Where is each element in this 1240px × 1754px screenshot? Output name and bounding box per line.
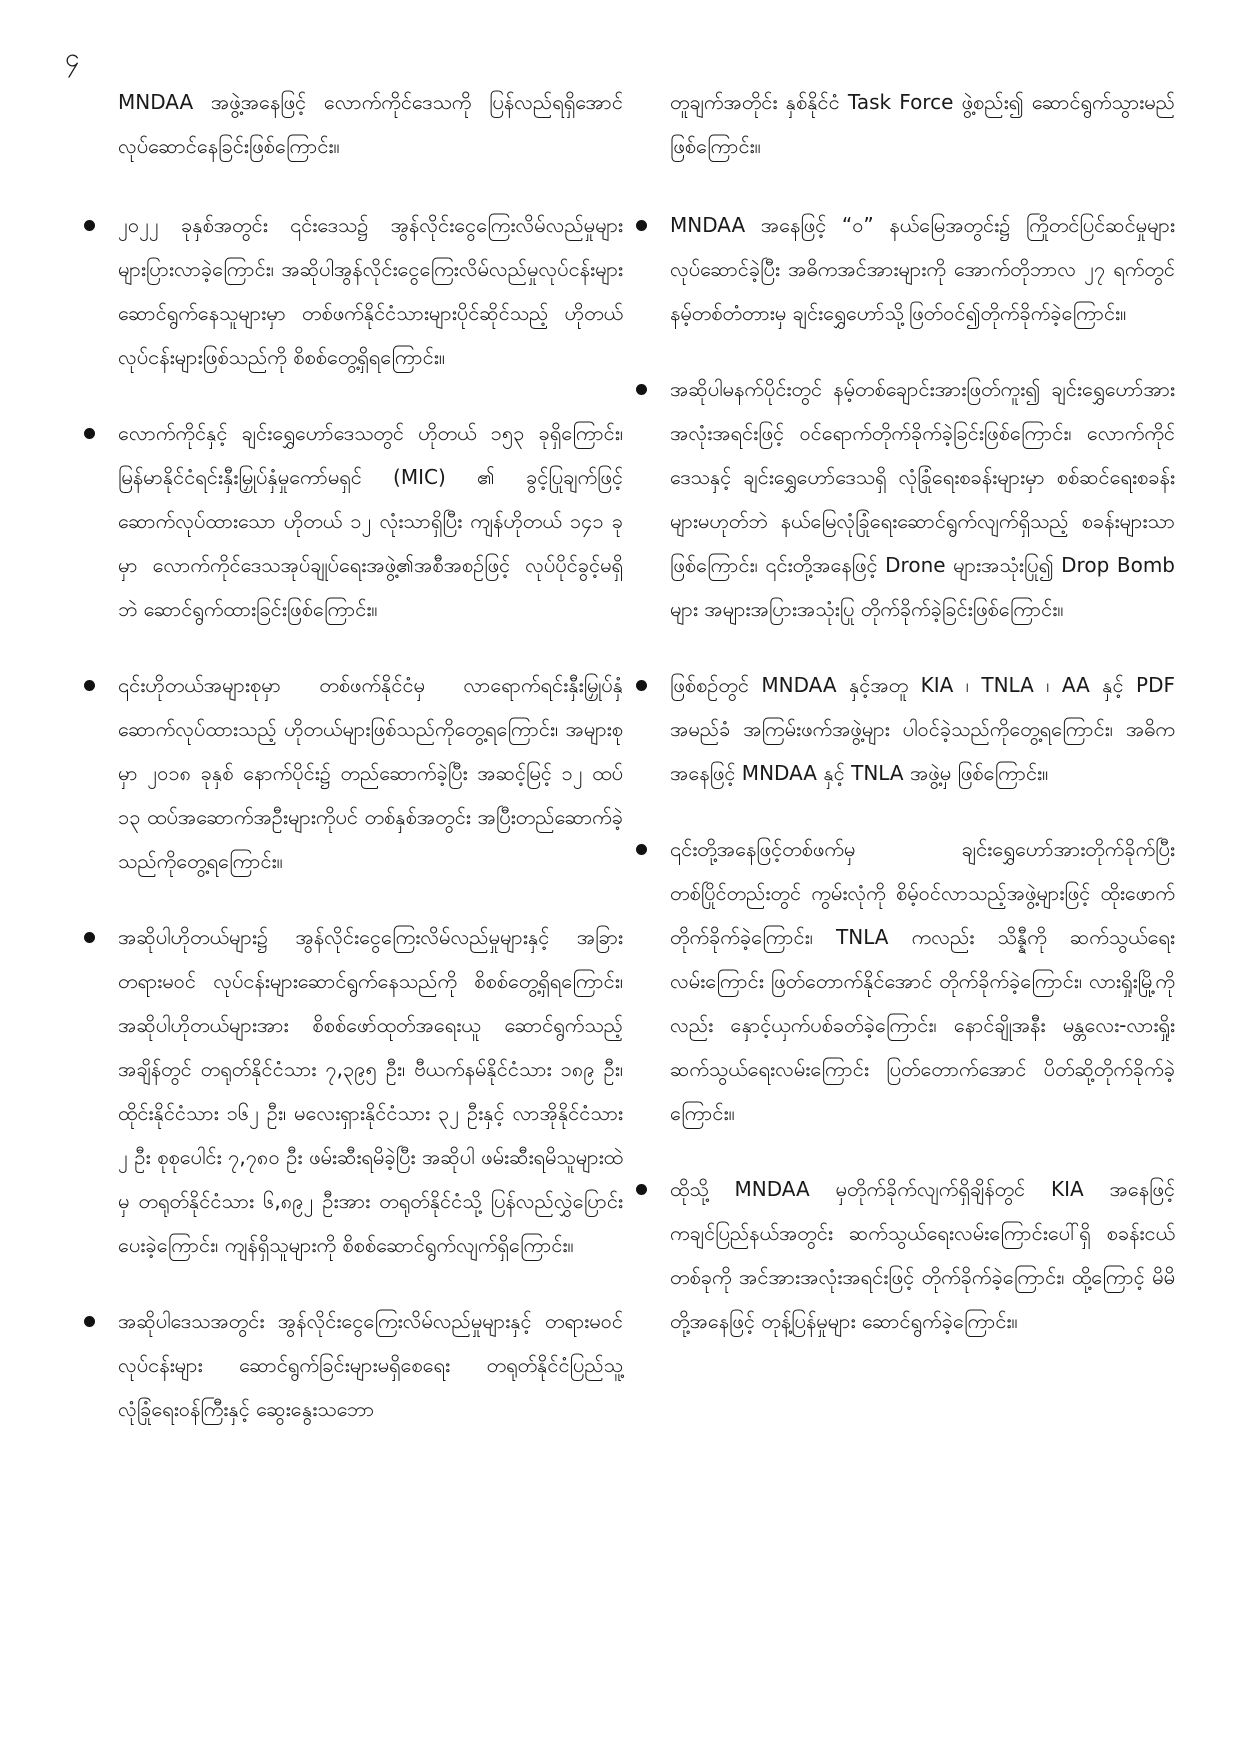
bullet-icon: [636, 844, 647, 855]
bullet-item: [670, 367, 1175, 631]
bullet-item: [118, 1299, 623, 1431]
bullet-item: [118, 663, 623, 883]
bullet-text: အဆိုပါဒေသအတွင်း အွန်လိုင်းငွေကြေးလိမ်လည်မှုများနှင့် တရားမဝင်လုပ်ငန်းများ ဆောင်ရွက်ခြင်းများမရှိစေရေး တရုတ်နိုင်ငံပြည်သူ့လုံခြုံရေးဝန်ကြီးနှင့် ဆွေးနွေးသဘော: [118, 1309, 623, 1421]
bullet-text: ထိုသို့ MNDAA မှတိုက်ခိုက်လျက်ရှိချိန်တွင် KIA အနေဖြင့် ကချင်ပြည်နယ်အတွင်း ဆက်သွယ်ရေးလမ်းကြောင်းပေါ်ရှိ စခန်းငယ်တစ်ခုကို အင်အားအလုံးအရင်းဖြင့် တိုက်ခိုက်ခဲ့ကြောင်း၊ ထို့ကြောင့် မိမိတို့အနေဖြင့် တုန့်ပြန်မှုများ ဆောင်ရွက်ခဲ့ကြောင်း။: [670, 1177, 1175, 1333]
bullet-icon: [636, 220, 647, 231]
bullet-item: [670, 827, 1175, 1135]
bullet-icon: [84, 220, 95, 231]
right-column: [670, 80, 1175, 1375]
continuation-paragraph: တူချက်အတိုင်း နှစ်နိုင်ငံ Task Force ဖွဲ့စည်း၍ ဆောင်ရွက်သွားမည်ဖြစ်ကြောင်း။: [670, 90, 1175, 158]
bullet-icon: [84, 932, 95, 943]
bullet-text: အဆိုပါဟိုတယ်များ၌ အွန်လိုင်းငွေကြေးလိမ်လည်မှုများနှင့် အခြားတရားမဝင် လုပ်ငန်းများဆောင်ရွက်နေသည်ကို စိစစ်တွေ့ရှိရကြောင်း၊ အဆိုပါဟိုတယ်များအား စိစစ်ဖော်ထုတ်အရေးယူ ဆောင်ရွက်သည့်အချိန်တွင် တရုတ်နိုင်ငံသား ၇,၃၉၅ ဦး၊ ဗီယက်နမ်နိုင်ငံသား ၁၈၉ ဦး၊ ထိုင်းနိုင်ငံသား ၁၆၂ ဦး၊ မလေးရှားနိုင်ငံသား ၃၂ ဦးနှင့် လာအိုနိုင်ငံသား ၂ ဦး စုစုပေါင်း ၇,၇၈၀ ဦး ဖမ်းဆီးရမိခဲ့ပြီး အဆိုပါ ဖမ်းဆီးရမိသူများထဲမှ တရုတ်နိုင်ငံသား ၆,၈၉၂ ဦးအား တရုတ်နိုင်ငံသို့ ပြန်လည်လွှဲပြောင်းပေးခဲ့ကြောင်း၊ ကျန်ရှိသူများကို စိစစ်ဆောင်ရွက်လျက်ရှိကြောင်း။: [118, 925, 623, 1257]
bullet-item: [118, 203, 623, 379]
page-number: ၄: [65, 43, 80, 73]
left-column: [118, 80, 623, 1463]
bullet-item: [670, 663, 1175, 795]
bullet-icon: [84, 680, 95, 691]
bullet-text: ၎င်းဟိုတယ်အများစုမှာ တစ်ဖက်နိုင်ငံမှ လာရောက်ရင်းနှီးမြှုပ်နှံ ဆောက်လုပ်ထားသည့် ဟိုတယ်များဖြစ်သည်ကိုတွေ့ရကြောင်း၊ အများစုမှာ ၂၀၁၈ ခုနှစ် နောက်ပိုင်း၌ တည်ဆောက်ခဲ့ပြီး အဆင့်မြင့် ၁၂ ထပ် ၁၃ ထပ်အဆောက်အဦးများကိုပင် တစ်နှစ်အတွင်း အပြီးတည်ဆောက်ခဲ့သည်ကိုတွေ့ရကြောင်း။: [118, 673, 623, 873]
continuation-paragraph: MNDAA အဖွဲ့အနေဖြင့် လောက်ကိုင်ဒေသကို ပြန်လည်ရရှိအောင် လုပ်ဆောင်နေခြင်းဖြစ်ကြောင်း။: [118, 90, 623, 158]
bullet-text: ၎င်းတို့အနေဖြင့်တစ်ဖက်မှ ချင်းရွှေဟော်အားတိုက်ခိုက်ပြီး တစ်ပြိုင်တည်းတွင် ကွမ်းလုံကို စိမ့်ဝင်လာသည့်အဖွဲ့များဖြင့် ထိုးဖောက်တိုက်ခိုက်ခဲ့ကြောင်း၊ TNLA ကလည်း သိန္နီကို ဆက်သွယ်ရေးလမ်းကြောင်း ဖြတ်တောက်နိုင်အောင် တိုက်ခိုက်ခဲ့ကြောင်း၊ လားရှိုးမြို့ကိုလည်း နှောင့်ယှက်ပစ်ခတ်ခဲ့ကြောင်း၊ နောင်ချိုအနီး မန္တလေး-လားရှိုး ဆက်သွယ်ရေးလမ်းကြောင်း ပြတ်တောက်အောင် ပိတ်ဆို့တိုက်ခိုက်ခဲ့ကြောင်း။: [670, 837, 1175, 1125]
bullet-text: အဆိုပါမနက်ပိုင်းတွင် နမ့်တစ်ချောင်းအားဖြတ်ကူး၍ ချင်းရွှေဟော်အား အလုံးအရင်းဖြင့် ဝင်ရောက်တိုက်ခိုက်ခဲ့ခြင်းဖြစ်ကြောင်း၊ လောက်ကိုင်ဒေသနှင့် ချင်းရွှေဟော်ဒေသရှိ လုံခြုံရေးစခန်းများမှာ စစ်ဆင်ရေးစခန်းများမဟုတ်ဘဲ နယ်မြေလုံခြုံရေးဆောင်ရွက်လျက်ရှိသည့် စခန်းများသာဖြစ်ကြောင်း၊ ၎င်းတို့အနေဖြင့် Drone များအသုံးပြု၍ Drop Bomb များ အများအပြားအသုံးပြု တိုက်ခိုက်ခဲ့ခြင်းဖြစ်ကြောင်း။: [670, 377, 1175, 621]
bullet-text: ဖြစ်စဉ်တွင် MNDAA နှင့်အတူ KIA ၊ TNLA ၊ AA နှင့် PDF အမည်ခံ အကြမ်းဖက်အဖွဲ့များ ပါဝင်ခဲ့သည်ကိုတွေ့ရကြောင်း၊ အဓိကအနေဖြင့် MNDAA နှင့် TNLA အဖွဲ့မှ ဖြစ်ကြောင်း။: [670, 673, 1175, 785]
bullet-item: [670, 203, 1175, 335]
bullet-icon: [636, 1184, 647, 1195]
bullet-text: ၂၀၂၂ ခုနှစ်အတွင်း ၎င်းဒေသ၌ အွန်လိုင်းငွေကြေးလိမ်လည်မှုများ များပြားလာခဲ့ကြောင်း၊ အဆိုပါအွန်လိုင်းငွေကြေးလိမ်လည်မှုလုပ်ငန်းများ ဆောင်ရွက်နေသူများမှာ တစ်ဖက်နိုင်ငံသားများပိုင်ဆိုင်သည့် ဟိုတယ်လုပ်ငန်းများဖြစ်သည်ကို စိစစ်တွေ့ရှိရကြောင်း။: [118, 213, 623, 369]
bullet-icon: [636, 680, 647, 691]
bullet-icon: [84, 1316, 95, 1327]
bullet-icon: [636, 384, 647, 395]
bullet-text: MNDAA အနေဖြင့် “ဝ” နယ်မြေအတွင်း၌ ကြိုတင်ပြင်ဆင်မှုများလုပ်ဆောင်ခဲ့ပြီး အဓိကအင်အားများကို အောက်တိုဘာလ ၂၇ ရက်တွင် နမ့်တစ်တံတားမှ ချင်းရွှေဟော်သို့ဖြတ်ဝင်၍တိုက်ခိုက်ခဲ့ကြောင်း။: [670, 213, 1175, 325]
bullet-text: လောက်ကိုင်နှင့် ချင်းရွှေဟော်ဒေသတွင် ဟိုတယ် ၁၅၃ ခုရှိကြောင်း၊ မြန်မာနိုင်ငံရင်းနှီးမြှုပ်နှံမှုကော်မရှင် (MIC) ၏ ခွင့်ပြုချက်ဖြင့်ဆောက်လုပ်ထားသော ဟိုတယ် ၁၂ လုံးသာရှိပြီး ကျန်ဟိုတယ် ၁၄၁ ခုမှာ လောက်ကိုင်ဒေသအုပ်ချုပ်ရေးအဖွဲ့၏အစီအစဉ်ဖြင့် လုပ်ပိုင်ခွင့်မရှိဘဲ ဆောင်ရွက်ထားခြင်းဖြစ်ကြောင်း။: [118, 421, 623, 621]
bullet-item: [118, 915, 623, 1267]
bullet-icon: [84, 428, 95, 439]
bullet-item: [670, 1167, 1175, 1343]
bullet-item: [118, 411, 623, 631]
